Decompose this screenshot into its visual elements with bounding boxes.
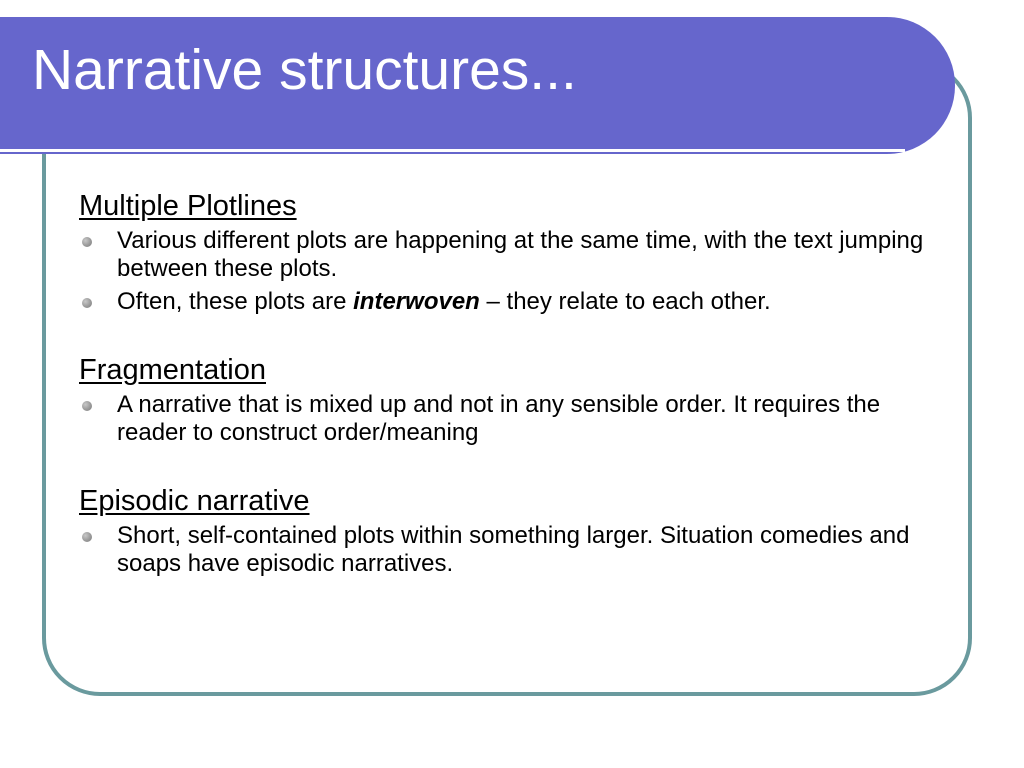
bullet-item bbox=[79, 227, 929, 283]
bullet-icon bbox=[82, 237, 92, 247]
bullet-list bbox=[79, 227, 929, 316]
bullet-item bbox=[79, 391, 929, 447]
bullet-text: Various different plots are happening at the same time, with the text jumping between these plots. bbox=[117, 227, 924, 282]
slide-title: Narrative structures... bbox=[32, 38, 577, 102]
bullet-text-after: – they relate to each other. bbox=[479, 288, 771, 315]
title-underline bbox=[0, 149, 905, 152]
bullet-item bbox=[79, 522, 929, 578]
section-heading: Fragmentation bbox=[79, 354, 266, 386]
bullet-list bbox=[79, 522, 929, 578]
slide-body bbox=[79, 189, 929, 583]
section-fragmentation bbox=[79, 353, 929, 447]
bullet-text: Short, self-contained plots within something larger. Situation comedies and soaps have episodic narratives. bbox=[117, 522, 910, 577]
section-multiple-plotlines bbox=[79, 189, 929, 316]
bullet-item bbox=[79, 288, 929, 316]
section-heading: Episodic narrative bbox=[79, 485, 310, 517]
section-episodic-narrative bbox=[79, 484, 929, 578]
section-heading: Multiple Plotlines bbox=[79, 190, 297, 222]
bullet-text-emphasis: interwoven bbox=[353, 288, 480, 315]
bullet-text: A narrative that is mixed up and not in any sensible order. It requires the reader to construct order/meaning bbox=[117, 391, 881, 446]
bullet-list bbox=[79, 391, 929, 447]
bullet-icon bbox=[82, 532, 92, 542]
bullet-text-before: Often, these plots are bbox=[117, 288, 354, 315]
bullet-icon bbox=[82, 401, 92, 411]
bullet-icon bbox=[82, 298, 92, 308]
